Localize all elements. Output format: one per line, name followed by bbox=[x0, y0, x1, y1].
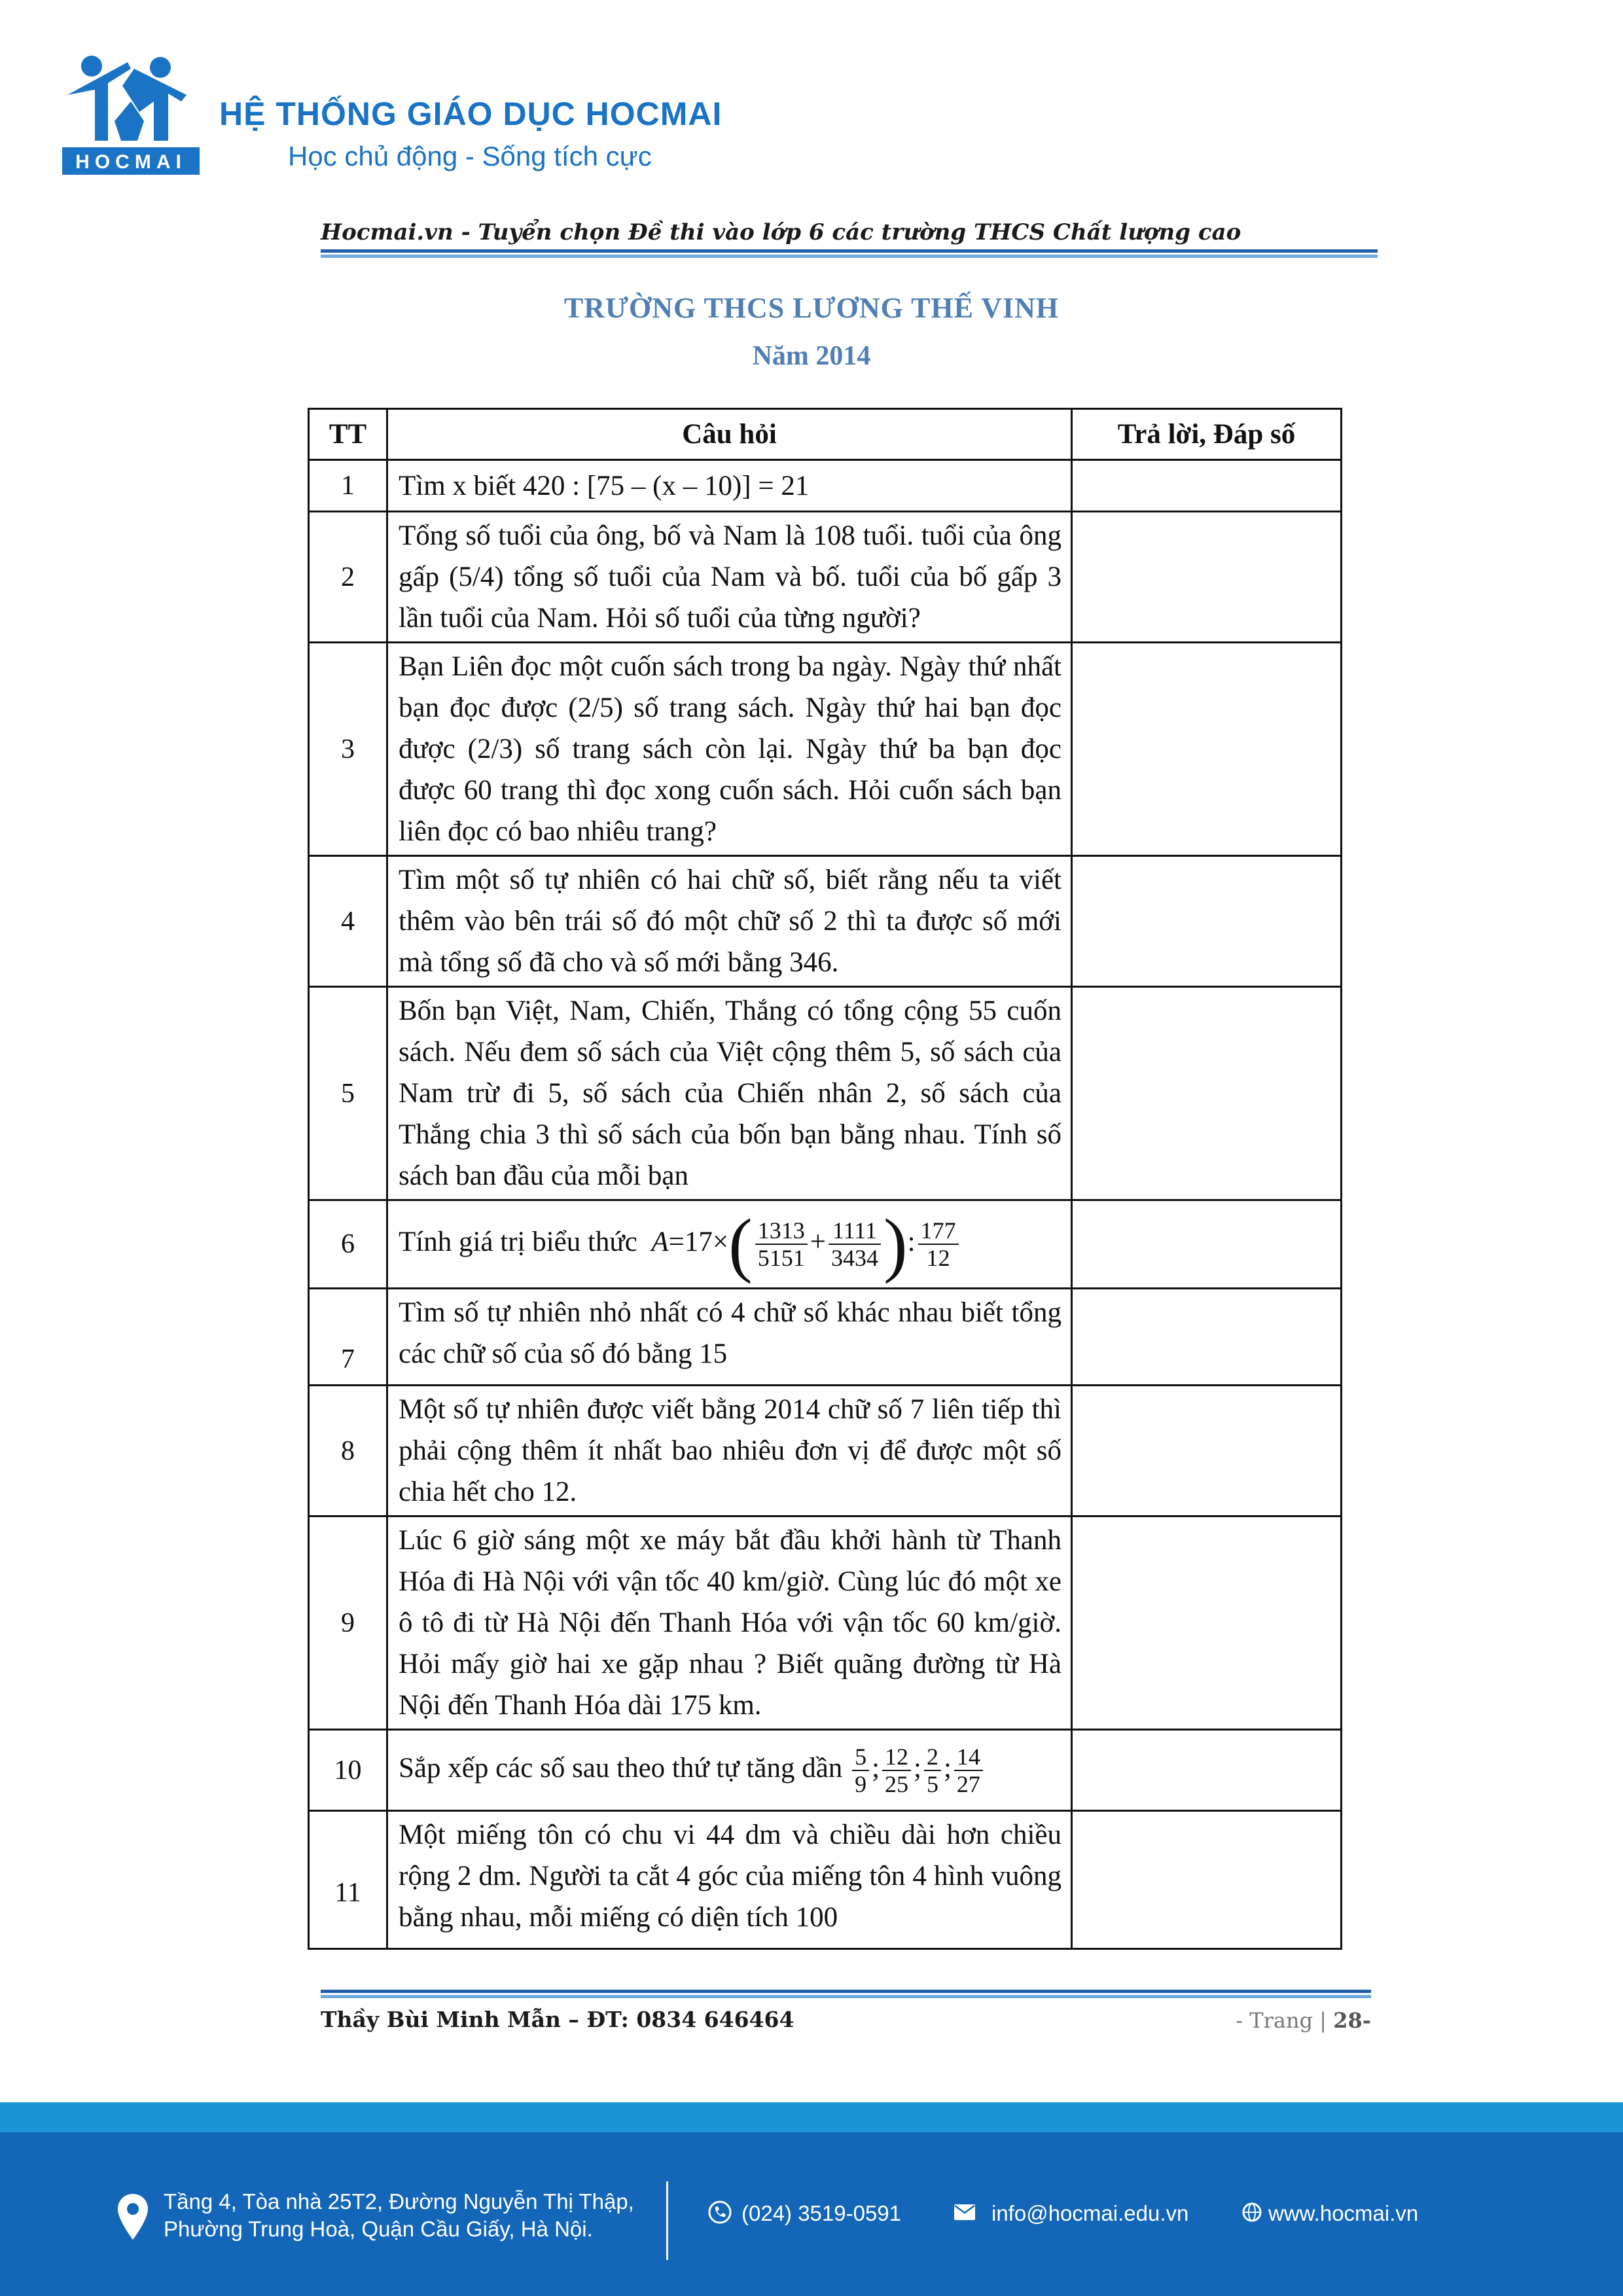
phone[interactable]: (024) 3519-0591 bbox=[741, 2201, 902, 2225]
row-answer bbox=[1072, 1289, 1342, 1386]
fraction-denominator: 5 bbox=[926, 1770, 938, 1797]
table-row bbox=[309, 1811, 1342, 1949]
paren-open: ( bbox=[728, 1204, 753, 1284]
table-row bbox=[309, 856, 1342, 987]
fraction-numerator: 1313 bbox=[755, 1217, 808, 1245]
fraction-denominator: 27 bbox=[956, 1770, 980, 1797]
row-number: 6 bbox=[309, 1200, 387, 1289]
fraction-separator: ; bbox=[914, 1752, 921, 1784]
row-answer bbox=[1072, 512, 1342, 643]
fraction bbox=[755, 1217, 808, 1271]
fraction-denominator: 9 bbox=[855, 1770, 867, 1797]
location-pin-icon bbox=[116, 2193, 149, 2241]
footer-author: Thầy Bùi Minh Mẫn – ĐT: 0834 646464 bbox=[321, 2007, 794, 2032]
website[interactable]: www.hocmai.vn bbox=[1268, 2201, 1419, 2225]
logo-text: HOCMAI bbox=[75, 151, 187, 173]
page-number bbox=[1236, 2008, 1371, 2033]
row-number: 1 bbox=[309, 460, 387, 512]
fraction-numerator: 14 bbox=[954, 1744, 983, 1771]
page-subtitle: Năm 2014 bbox=[752, 341, 871, 371]
fraction bbox=[954, 1744, 983, 1797]
row-answer bbox=[1072, 987, 1342, 1200]
table-row bbox=[309, 1200, 1342, 1289]
question-table bbox=[308, 408, 1342, 1950]
address-line-1: Tầng 4, Tòa nhà 25T2, Đường Nguyễn Thị Thập, bbox=[164, 2189, 634, 2214]
row-number: 9 bbox=[309, 1516, 387, 1730]
table-row bbox=[309, 460, 1342, 512]
fraction-numerator: 12 bbox=[882, 1744, 911, 1771]
table-row bbox=[309, 1289, 1342, 1386]
row-number: 5 bbox=[309, 987, 387, 1200]
header-tt: TT bbox=[309, 409, 387, 460]
fraction-denominator: 3434 bbox=[831, 1245, 879, 1271]
row-question: Tìm x biết 420 : [75 – (x – 10)] = 21 bbox=[387, 460, 1072, 512]
contact-band bbox=[0, 2132, 1623, 2296]
paren-close: ) bbox=[883, 1204, 908, 1284]
email[interactable]: info@hocmai.edu.vn bbox=[991, 2201, 1189, 2225]
fraction-numerator: 2 bbox=[924, 1744, 941, 1771]
expression-plus: + bbox=[810, 1226, 827, 1257]
table-row bbox=[309, 512, 1342, 643]
table-row bbox=[309, 1730, 1342, 1811]
fraction-separator: ; bbox=[872, 1752, 880, 1784]
page-prefix: - Trang | bbox=[1236, 2008, 1327, 2033]
email-icon bbox=[954, 2204, 975, 2220]
expression-lhs: A bbox=[651, 1226, 669, 1257]
address bbox=[164, 2188, 634, 2243]
table-row bbox=[309, 987, 1342, 1200]
row-answer bbox=[1072, 1811, 1342, 1949]
row-number: 10 bbox=[309, 1730, 387, 1811]
band-divider bbox=[666, 2181, 668, 2260]
running-header-text: Hocmai.vn - Tuyển chọn Đề thi vào lớp 6 các trường THCS Chất lượng cao bbox=[321, 219, 1241, 245]
row-answer bbox=[1072, 1516, 1342, 1730]
row-number: 4 bbox=[309, 856, 387, 987]
footer-rule-light bbox=[321, 1995, 1371, 1998]
fraction-numerator: 5 bbox=[852, 1744, 869, 1771]
row-number: 2 bbox=[309, 512, 387, 643]
page-title: TRƯỜNG THCS LƯƠNG THẾ VINH bbox=[563, 292, 1060, 324]
fraction bbox=[829, 1217, 881, 1271]
table-header-row bbox=[309, 409, 1342, 460]
band-accent bbox=[0, 2102, 1623, 2132]
row-question: Tìm số tự nhiên nhỏ nhất có 4 chữ số khác nhau biết tổng các chữ số của số đó bằng 15 bbox=[387, 1289, 1072, 1386]
expression-coef: =17× bbox=[668, 1226, 729, 1257]
phone-icon bbox=[708, 2200, 732, 2224]
brand-name: HỆ THỐNG GIÁO DỤC HOCMAI bbox=[219, 96, 722, 132]
table-row bbox=[309, 643, 1342, 856]
row-question: Lúc 6 giờ sáng một xe máy bắt đầu khởi hành từ Thanh Hóa đi Hà Nội với vận tốc 40 km/giờ. Cùng lúc đó một xe ô tô đi từ Hà Nội đến Thanh Hóa với vận tốc 60 km/giờ. Hỏi mấy giờ hai xe gặp nhau ? Biết quãng đường từ Hà Nội đến Thanh Hóa dài 175 km. bbox=[387, 1516, 1072, 1730]
row-question-fractions bbox=[387, 1730, 1072, 1811]
fraction-numerator: 1111 bbox=[829, 1217, 881, 1245]
hocmai-logo bbox=[62, 49, 200, 180]
table-row bbox=[309, 1516, 1342, 1730]
row-question: Một số tự nhiên được viết bằng 2014 chữ số 7 liên tiếp thì phải cộng thêm ít nhất bao nhiêu đơn vị để được một số chia hết cho 12. bbox=[387, 1386, 1072, 1516]
header-question: Câu hỏi bbox=[387, 409, 1072, 460]
row-question: Tổng số tuổi của ông, bố và Nam là 108 tuổi. tuổi của ông gấp (5/4) tổng số tuổi của Nam và bố. tuổi của bố gấp 3 lần tuổi của Nam. Hỏi số tuổi của từng người? bbox=[387, 512, 1072, 643]
fraction-denominator: 5151 bbox=[757, 1245, 805, 1271]
fraction-separator: ; bbox=[943, 1752, 952, 1784]
row-answer bbox=[1072, 856, 1342, 987]
row-question: Bốn bạn Việt, Nam, Chiến, Thắng có tổng cộng 55 cuốn sách. Nếu đem số sách của Việt cộng thêm 5, số sách của Nam trừ đi 5, số sách của Chiến nhân 2, số sách của Thắng chia 3 thì số sách của bốn bạn bằng nhau. Tính số sách ban đầu của mỗi bạn bbox=[387, 987, 1072, 1200]
fraction bbox=[852, 1744, 869, 1797]
row-number: 7 bbox=[309, 1289, 387, 1386]
footer-rule bbox=[321, 1990, 1371, 1993]
fraction bbox=[924, 1744, 941, 1797]
fraction bbox=[918, 1217, 959, 1271]
page-footer bbox=[321, 1990, 1371, 2033]
row-number: 8 bbox=[309, 1386, 387, 1516]
row-answer bbox=[1072, 1200, 1342, 1289]
expression-div: : bbox=[907, 1226, 916, 1257]
fraction bbox=[882, 1744, 911, 1797]
row-answer bbox=[1072, 643, 1342, 856]
page-number-value: 28- bbox=[1333, 2008, 1371, 2033]
row-answer bbox=[1072, 460, 1342, 512]
row-answer bbox=[1072, 1730, 1342, 1811]
expression-prefix: Tính giá trị biểu thức bbox=[399, 1226, 637, 1257]
row-number: 3 bbox=[309, 643, 387, 856]
table-row bbox=[309, 1386, 1342, 1516]
header-rule bbox=[321, 249, 1378, 253]
row-number: 11 bbox=[309, 1811, 387, 1949]
fractions-prefix: Sắp xếp các số sau theo thứ tự tăng dần bbox=[399, 1752, 843, 1784]
brand-slogan: Học chủ động - Sống tích cực bbox=[288, 141, 652, 171]
address-line-2: Phường Trung Hoà, Quận Cầu Giấy, Hà Nội. bbox=[164, 2217, 593, 2241]
row-question-expression bbox=[387, 1200, 1072, 1289]
fraction-denominator: 25 bbox=[885, 1770, 909, 1797]
globe-icon bbox=[1242, 2202, 1262, 2222]
running-header bbox=[321, 219, 1378, 258]
fraction-denominator: 12 bbox=[926, 1245, 950, 1271]
fraction-numerator: 177 bbox=[918, 1217, 959, 1245]
brand-header bbox=[62, 49, 847, 180]
row-answer bbox=[1072, 1386, 1342, 1516]
row-question: Tìm một số tự nhiên có hai chữ số, biết rằng nếu ta viết thêm vào bên trái số đó một chữ số 2 thì ta được số mới mà tổng số đã cho và số mới bằng 346. bbox=[387, 856, 1072, 987]
row-question: Một miếng tôn có chu vi 44 dm và chiều dài hơn chiều rộng 2 dm. Người ta cắt 4 góc của miếng tôn 4 hình vuông bằng nhau, mỗi miếng có diện tích 100 bbox=[387, 1811, 1072, 1949]
header-rule-light bbox=[321, 255, 1378, 258]
header-answer: Trả lời, Đáp số bbox=[1072, 409, 1342, 460]
row-question: Bạn Liên đọc một cuốn sách trong ba ngày. Ngày thứ nhất bạn đọc được (2/5) số trang sách. Ngày thứ hai bạn đọc được (2/3) số trang sách còn lại. Ngày thứ ba bạn đọc được 60 trang thì đọc xong cuốn sách. Hỏi cuốn sách bạn liên đọc có bao nhiêu trang? bbox=[387, 643, 1072, 856]
